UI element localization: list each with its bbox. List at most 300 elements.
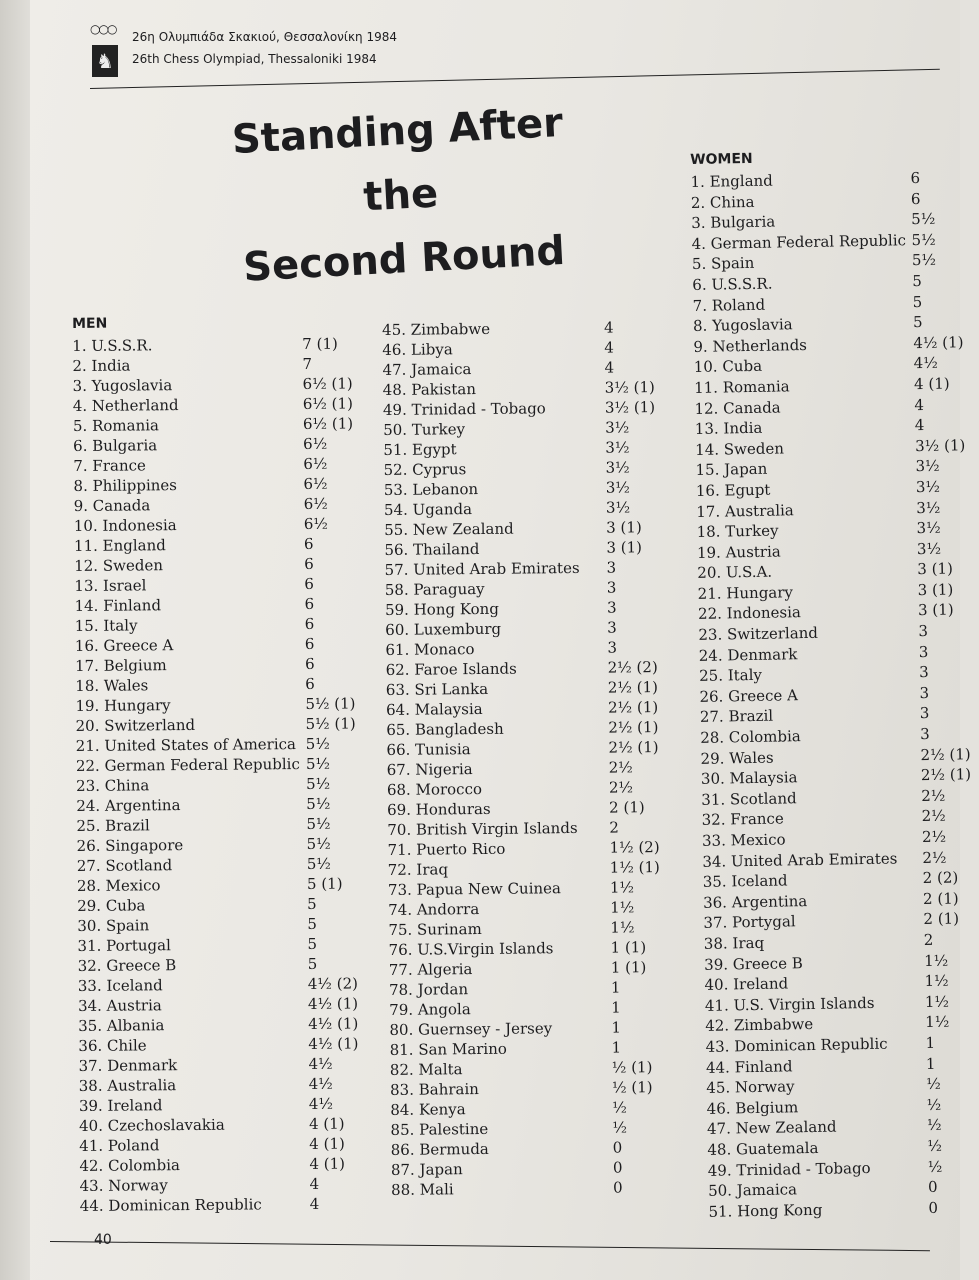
team-score: 2½ <box>921 827 947 847</box>
team-name: 34. Austria <box>77 996 162 1015</box>
team-score: 5½ <box>305 754 331 773</box>
standing-row <box>76 753 366 776</box>
team-score: 1 <box>925 1033 936 1052</box>
team-score: 2½ <box>921 786 946 805</box>
team-score: ½ (1) <box>611 1058 653 1077</box>
team-name: 87. Japan <box>390 1160 463 1179</box>
team-name: 5. Spain <box>691 254 755 274</box>
team-name: 26. Singapore <box>76 836 184 855</box>
team-score: 6½ <box>303 474 328 493</box>
team-name: 17. Australia <box>696 500 794 521</box>
team-score: 1 <box>611 1018 622 1037</box>
team-score: 5½ <box>306 834 331 853</box>
team-score: 5 <box>912 292 923 311</box>
standing-row <box>75 713 365 736</box>
team-name: 34. United Arab Emirates <box>702 849 898 871</box>
standing-row <box>75 673 365 696</box>
page-title <box>196 89 606 302</box>
team-name: 33. Mexico <box>701 830 786 850</box>
team-score: 3 (1) <box>917 559 954 579</box>
team-name: 39. Greece B <box>704 953 803 974</box>
team-name: 56. Thailand <box>384 539 480 559</box>
team-score: 6 <box>304 594 315 613</box>
standing-row <box>74 513 364 536</box>
team-name: 52. Cyprus <box>383 460 467 479</box>
team-name: 4. Netherland <box>72 396 179 415</box>
team-name: 41. U.S. Virgin Islands <box>704 993 875 1015</box>
team-score: 4 <box>604 358 615 377</box>
team-score: ½ <box>926 1116 942 1135</box>
team-name: 71. Puerto Rico <box>387 839 506 859</box>
team-name: 15. Japan <box>695 460 768 480</box>
team-name: 32. Greece B <box>77 956 177 975</box>
standing-row <box>78 1013 368 1036</box>
team-name: 86. Bermuda <box>390 1139 489 1159</box>
team-name: 18. Wales <box>75 676 149 695</box>
standing-row <box>72 333 362 356</box>
team-name: 17. Belgium <box>74 656 167 675</box>
standing-row <box>75 693 365 716</box>
team-score: 1 <box>925 1054 936 1073</box>
team-name: 80. Guernsey - Jersey <box>389 1019 553 1039</box>
team-name: 43. Norway <box>79 1176 168 1195</box>
standing-row <box>77 933 367 956</box>
team-name: 2. India <box>72 356 131 375</box>
team-name: 9. Netherlands <box>693 335 808 356</box>
team-name: 77. Algeria <box>388 960 473 979</box>
team-score: 2 <box>609 818 619 837</box>
standing-row <box>79 1133 369 1156</box>
standing-row <box>80 1173 370 1196</box>
team-score: 2 (1) <box>609 798 645 817</box>
team-score: 3 (1) <box>917 600 954 620</box>
team-name: 12. Canada <box>694 397 781 418</box>
team-score: 6 <box>305 674 315 693</box>
team-name: 22. German Federal Republic <box>75 755 300 775</box>
standing-row <box>75 633 365 656</box>
team-score: 2½ <box>922 848 947 867</box>
team-name: 73. Papua New Cuinea <box>387 879 562 899</box>
team-score: 3½ <box>916 518 941 538</box>
team-name: 46. Belgium <box>706 1097 799 1118</box>
team-name: 12. Sweden <box>74 556 164 575</box>
team-name: 25. Brazil <box>76 816 150 835</box>
team-score: 1½ <box>924 992 950 1011</box>
team-score: 1½ <box>610 898 635 917</box>
team-name: 1. U.S.S.R. <box>72 336 153 355</box>
team-name: 31. Portugal <box>77 936 171 955</box>
team-score: ½ <box>612 1098 627 1117</box>
team-score: 3½ (1) <box>604 378 655 397</box>
team-score: 5 <box>307 954 318 973</box>
team-name: 36. Chile <box>78 1036 147 1055</box>
team-name: 36. Argentina <box>702 891 808 912</box>
team-score: 3½ <box>916 498 941 517</box>
team-score: 3 <box>918 663 929 682</box>
team-name: 2. China <box>690 192 755 212</box>
team-name: 22. Indonesia <box>697 603 802 624</box>
team-score: 3 <box>919 704 930 723</box>
team-score: 5½ (1) <box>305 694 356 713</box>
team-name: 42. Colombia <box>79 1156 181 1175</box>
standing-row <box>76 733 366 756</box>
team-name: 51. Hong Kong <box>708 1200 823 1221</box>
team-name: 65. Bangladesh <box>386 719 504 739</box>
team-name: 37. Denmark <box>78 1056 178 1075</box>
team-score: 4 (1) <box>309 1134 345 1153</box>
team-name: 58. Paraguay <box>384 579 485 599</box>
men-continued-rows <box>382 317 681 1200</box>
team-score: 3 <box>607 618 617 637</box>
team-name: 50. Turkey <box>383 420 466 439</box>
team-name: 50. Jamaica <box>707 1180 798 1200</box>
team-name: 42. Zimbabwe <box>705 1015 814 1036</box>
team-score: 2½ (2) <box>607 658 658 677</box>
team-score: 2½ (1) <box>608 738 659 757</box>
team-score: 1½ <box>924 971 949 991</box>
team-score: 5 <box>307 894 317 913</box>
team-name: 3. Bulgaria <box>691 212 776 233</box>
team-name: 24. Argentina <box>76 796 181 815</box>
team-score: 3 <box>606 598 617 617</box>
standing-row <box>73 473 363 496</box>
team-name: 49. Trinidad - Tobago <box>382 399 546 419</box>
team-name: 85. Palestine <box>390 1119 489 1139</box>
team-score: 0 <box>612 1138 623 1157</box>
team-name: 81. San Marino <box>389 1039 507 1059</box>
team-score: 1 (1) <box>610 938 647 957</box>
team-score: 5½ (1) <box>305 714 356 733</box>
standing-row <box>74 533 364 556</box>
team-name: 47. Jamaica <box>382 360 472 379</box>
team-score: 1½ <box>923 951 949 970</box>
team-name: 27. Scotland <box>76 856 173 875</box>
team-name: 41. Poland <box>79 1136 160 1155</box>
team-score: ½ <box>927 1157 943 1176</box>
team-score: 4½ <box>308 1094 334 1113</box>
team-name: 21. United States of America <box>75 735 297 755</box>
team-name: 15. Italy <box>74 616 138 635</box>
team-score: 4½ (1) <box>308 1034 359 1053</box>
team-score: 4 <box>914 416 925 435</box>
team-name: 44. Finland <box>705 1056 793 1077</box>
team-name: 69. Honduras <box>387 799 491 819</box>
men-standings-continued <box>382 317 681 1200</box>
team-score: 4 <box>604 338 614 357</box>
team-name: 40. Ireland <box>704 974 789 995</box>
team-score: 5 <box>912 313 923 332</box>
team-score: 4½ <box>308 1074 333 1093</box>
team-score: 1 <box>611 1038 622 1057</box>
standing-row <box>76 813 366 836</box>
team-score: 6 <box>304 574 314 593</box>
team-name: 10. Indonesia <box>73 516 177 535</box>
team-score: 4½ (1) <box>913 333 964 352</box>
team-name: 37. Portygal <box>703 912 796 933</box>
standing-row <box>73 413 363 436</box>
team-score: 6 <box>304 614 315 633</box>
standing-row <box>74 573 364 596</box>
team-name: 74. Andorra <box>388 900 480 919</box>
team-name: 30. Spain <box>77 916 150 935</box>
team-name: 35. Albania <box>78 1016 165 1035</box>
team-name: 7. France <box>73 456 146 475</box>
team-score: 2 (1) <box>923 909 960 929</box>
team-score: 3 (1) <box>917 580 954 599</box>
title-line-2: Second Round <box>242 227 567 291</box>
team-score: ½ (1) <box>611 1078 653 1097</box>
team-name: 19. Austria <box>696 542 781 562</box>
team-name: 10. Cuba <box>693 357 763 377</box>
team-score: 5½ <box>911 209 936 229</box>
team-score: 1½ (1) <box>609 858 660 877</box>
team-score: 6 <box>304 554 314 573</box>
team-name: 45. Norway <box>706 1077 795 1097</box>
team-name: 11. Romania <box>693 377 790 397</box>
team-name: 38. Iraq <box>703 933 765 953</box>
team-name: 32. France <box>701 809 784 830</box>
team-score: 2½ <box>921 807 946 826</box>
team-score: 4 <box>914 395 925 414</box>
team-score: 7 (1) <box>302 334 338 353</box>
team-name: 20. Switzerland <box>75 715 196 735</box>
standing-row <box>73 393 363 416</box>
team-name: 67. Nigeria <box>386 760 473 779</box>
standing-row <box>76 793 366 816</box>
team-name: 62. Faroe Islands <box>385 659 517 679</box>
team-score: 6½ (1) <box>302 414 354 433</box>
team-name: 51. Egypt <box>383 440 457 459</box>
team-name: 59. Hong Kong <box>384 599 499 619</box>
team-score: 3½ (1) <box>915 435 966 455</box>
team-score: 6½ <box>303 434 328 453</box>
team-score: 5 (1) <box>306 874 343 893</box>
team-name: 30. Malaysia <box>700 768 798 789</box>
team-name: 16. Egupt <box>695 480 771 500</box>
team-name: 23. China <box>76 776 150 795</box>
team-score: 6 <box>910 168 921 188</box>
team-score: 6½ <box>303 494 328 513</box>
team-name: 4. German Federal Republic <box>691 231 907 253</box>
team-name: 18. Turkey <box>696 521 779 542</box>
team-score: ½ <box>926 1095 942 1114</box>
team-score: 6 <box>910 189 921 208</box>
team-score: 2½ <box>608 778 634 797</box>
team-name: 20. U.S.A. <box>697 562 773 583</box>
standing-row <box>72 353 362 376</box>
team-score: 2½ (1) <box>920 744 971 764</box>
team-name: 26. Greece A <box>699 686 799 706</box>
team-score: 3 <box>918 642 929 661</box>
team-score: 1½ <box>609 878 635 897</box>
team-score: 4½ (2) <box>307 974 359 993</box>
team-score: 5 <box>307 934 318 953</box>
standing-row <box>78 993 368 1016</box>
team-name: 48. Pakistan <box>382 380 477 399</box>
team-score: 1½ <box>925 1012 950 1032</box>
team-name: 8. Philippines <box>73 476 178 495</box>
standing-row <box>75 613 365 636</box>
standing-row <box>78 953 368 976</box>
team-name: 25. Italy <box>698 666 763 686</box>
standing-row <box>79 1093 369 1116</box>
team-name: 66. Tunisia <box>386 740 471 759</box>
team-score: 3½ <box>605 498 631 517</box>
team-name: 64. Malaysia <box>385 699 483 719</box>
standing-row <box>78 1053 368 1076</box>
standing-row <box>73 453 363 476</box>
standing-row <box>79 1153 369 1176</box>
team-score: 0 <box>612 1158 623 1177</box>
team-name: 53. Lebanon <box>383 480 479 499</box>
team-name: 29. Cuba <box>77 896 146 915</box>
team-score: 3½ <box>605 478 630 497</box>
team-score: 6½ (1) <box>302 374 353 393</box>
chess-knight-logo: ♞ <box>92 45 118 77</box>
team-score: 1½ <box>610 918 635 937</box>
team-score: 4 <box>603 318 614 337</box>
team-score: 5½ <box>306 774 331 793</box>
women-heading: WOMEN <box>690 150 753 168</box>
team-name: 6. Bulgaria <box>73 436 158 455</box>
team-name: 7. Roland <box>692 295 766 315</box>
team-name: 39. Ireland <box>78 1096 163 1115</box>
team-name: 24. Denmark <box>698 644 798 665</box>
team-name: 79. Angola <box>389 1000 471 1019</box>
team-name: 40. Czechoslavakia <box>78 1115 225 1135</box>
team-name: 75. Surinam <box>388 919 482 939</box>
team-score: 5½ <box>911 251 937 270</box>
team-name: 19. Hungary <box>75 696 171 715</box>
standing-row <box>75 653 365 676</box>
team-name: 28. Colombia <box>700 727 801 747</box>
team-name: 33. Iceland <box>77 976 163 995</box>
team-name: 35. Iceland <box>702 871 788 892</box>
standing-row <box>77 873 367 896</box>
standing-row <box>78 1033 368 1056</box>
team-score: ½ <box>927 1136 943 1155</box>
team-score: 6 <box>304 634 315 653</box>
olympic-rings-icon: ○○○ <box>90 22 116 36</box>
team-score: 3 (1) <box>606 538 643 557</box>
team-name: 3. Yugoslavia <box>72 376 173 395</box>
team-name: 72. Iraq <box>387 860 449 879</box>
team-name: 63. Sri Lanka <box>385 679 489 699</box>
men-heading: MEN <box>72 315 108 332</box>
team-name: 28. Mexico <box>76 876 161 895</box>
header-english-title: 26th Chess Olympiad, Thessaloniki 1984 <box>132 52 377 66</box>
team-name: 84. Kenya <box>390 1100 466 1119</box>
team-score: 4½ <box>913 354 938 373</box>
team-name: 60. Luxemburg <box>385 619 502 639</box>
team-score: 5½ <box>305 734 330 753</box>
team-name: 78. Jordan <box>388 980 469 999</box>
header-greek-title: 26η Ολυμπιάδα Σκακιού, Θεσσαλονίκη 1984 <box>132 30 397 44</box>
team-score: 3½ <box>916 539 942 558</box>
team-name: 27. Brazil <box>699 707 774 727</box>
team-score: 0 <box>928 1198 939 1217</box>
standing-row <box>77 853 367 876</box>
team-name: 48. Guatemala <box>707 1138 819 1159</box>
women-rows <box>690 167 978 1222</box>
team-score: 5½ <box>306 854 331 873</box>
standing-row <box>73 373 363 396</box>
team-name: 88. Mali <box>391 1180 454 1199</box>
team-name: 61. Monaco <box>385 640 475 659</box>
team-score: 2½ (1) <box>607 678 659 697</box>
team-score: 4 (1) <box>913 374 950 394</box>
team-score: 2½ (1) <box>608 718 659 737</box>
team-score: 6½ <box>303 514 328 533</box>
team-name: 5. Romania <box>72 416 160 435</box>
standing-row <box>79 1113 369 1136</box>
team-name: 29. Wales <box>700 748 774 768</box>
team-name: 54. Uganda <box>383 500 473 519</box>
team-score: 3 <box>606 578 617 597</box>
team-name: 76. U.S.Virgin Islands <box>388 939 554 959</box>
team-score: 4 (1) <box>308 1114 345 1133</box>
team-score: ½ <box>612 1118 628 1137</box>
team-name: 57. United Arab Emirates <box>384 558 580 579</box>
standing-row <box>77 913 367 936</box>
team-score: 0 <box>927 1177 938 1197</box>
team-score: 3 <box>920 724 930 744</box>
standing-row <box>73 433 363 456</box>
team-score: 1 (1) <box>610 958 647 977</box>
team-score: 3½ (1) <box>604 398 656 417</box>
team-score: 6 <box>304 654 315 673</box>
team-name: 38. Australia <box>78 1076 177 1095</box>
standing-row <box>77 893 367 916</box>
standing-row <box>80 1193 370 1216</box>
team-score: 2½ <box>608 758 633 777</box>
team-score: 3 <box>918 621 929 641</box>
team-name: 9. Canada <box>73 496 151 515</box>
team-name: 13. India <box>694 418 763 439</box>
team-name: 68. Morocco <box>386 779 483 799</box>
team-name: 6. U.S.S.R. <box>692 274 773 294</box>
team-name: 43. Dominican Republic <box>705 1034 888 1056</box>
team-score: 5 <box>307 914 317 933</box>
team-score: 4½ <box>308 1054 333 1073</box>
team-name: 55. New Zealand <box>384 519 514 539</box>
men-rows <box>72 333 370 1215</box>
standing-row <box>76 773 366 796</box>
standing-row <box>74 553 364 576</box>
women-standings-column <box>690 147 979 1222</box>
team-name: 70. British Virgin Islands <box>387 818 578 839</box>
team-name: 82. Malta <box>389 1060 463 1079</box>
team-score: 2 (1) <box>922 889 959 908</box>
team-score: 3½ <box>915 457 940 476</box>
team-score: 4½ (1) <box>308 1014 359 1033</box>
team-score: 5 <box>912 271 922 291</box>
standing-row <box>74 593 364 616</box>
team-name: 31. Scotland <box>701 789 797 809</box>
page-number: 40 <box>94 1232 112 1248</box>
team-score: 4 <box>309 1174 320 1193</box>
men-standings-column <box>72 313 370 1215</box>
team-score: 1½ (2) <box>609 838 660 857</box>
team-name: 16. Greece A <box>74 636 174 655</box>
team-score: 6½ (1) <box>302 394 353 413</box>
team-name: 45. Zimbabwe <box>382 319 491 339</box>
standing-row <box>391 1177 681 1200</box>
team-score: 1 <box>610 978 621 997</box>
team-name: 83. Bahrain <box>389 1080 479 1099</box>
team-score: 6 <box>303 534 314 553</box>
team-score: 3 (1) <box>606 518 642 537</box>
